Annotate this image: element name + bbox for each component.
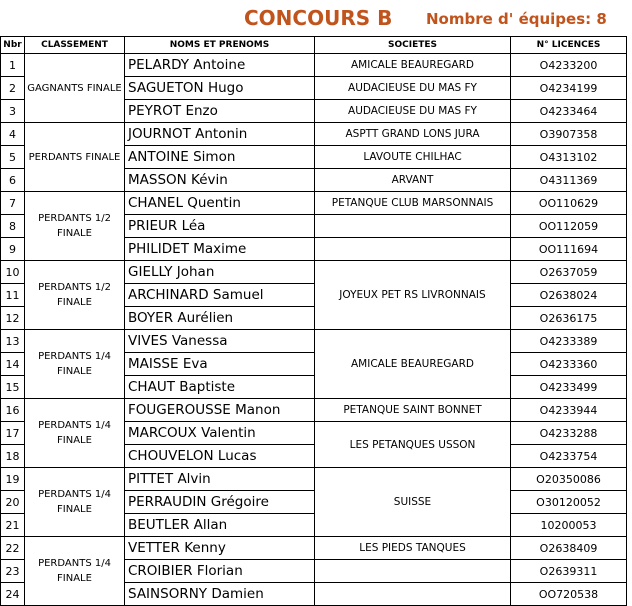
- licence-number: O4233464: [511, 100, 627, 123]
- row-number: 20: [1, 491, 25, 514]
- title-bar: [0, 0, 632, 36]
- licence-number: O4233360: [511, 353, 627, 376]
- table-row: [1, 123, 627, 146]
- row-number: 5: [1, 146, 25, 169]
- licence-number: O2637059: [511, 261, 627, 284]
- player-name: BEUTLER Allan: [125, 514, 315, 537]
- societe-cell: AMICALE BEAUREGARD: [315, 330, 511, 399]
- societe-cell: ASPTT GRAND LONS JURA: [315, 123, 511, 146]
- row-number: 1: [1, 54, 25, 77]
- column-header-nbr: Nbr: [1, 37, 25, 54]
- licence-number: O4233288: [511, 422, 627, 445]
- results-table: [0, 36, 627, 606]
- licence-number: O20350086: [511, 468, 627, 491]
- player-name: GIELLY Johan: [125, 261, 315, 284]
- societe-cell: [315, 215, 511, 238]
- licence-number: O3907358: [511, 123, 627, 146]
- page-title: CONCOURS B: [244, 6, 393, 30]
- column-header-noms: NOMS ET PRENOMS: [125, 37, 315, 54]
- societe-cell: LES PETANQUES USSON: [315, 422, 511, 468]
- column-header-societes: SOCIETES: [315, 37, 511, 54]
- societe-cell: JOYEUX PET RS LIVRONNAIS: [315, 261, 511, 330]
- player-name: CROIBIER Florian: [125, 560, 315, 583]
- player-name: MAISSE Eva: [125, 353, 315, 376]
- row-number: 6: [1, 169, 25, 192]
- row-number: 11: [1, 284, 25, 307]
- classement-cell: PERDANTS 1/4 FINALE: [25, 537, 125, 606]
- row-number: 12: [1, 307, 25, 330]
- licence-number: O4313102: [511, 146, 627, 169]
- row-number: 9: [1, 238, 25, 261]
- player-name: PHILIDET Maxime: [125, 238, 315, 261]
- table-row: [1, 192, 627, 215]
- licence-number: O2638024: [511, 284, 627, 307]
- row-number: 3: [1, 100, 25, 123]
- header-row: [1, 37, 627, 54]
- player-name: PELARDY Antoine: [125, 54, 315, 77]
- row-number: 17: [1, 422, 25, 445]
- licence-number: 10200053: [511, 514, 627, 537]
- table-body: [1, 54, 627, 606]
- licence-number: O4234199: [511, 77, 627, 100]
- player-name: VETTER Kenny: [125, 537, 315, 560]
- row-number: 7: [1, 192, 25, 215]
- row-number: 19: [1, 468, 25, 491]
- classement-cell: PERDANTS 1/4 FINALE: [25, 468, 125, 537]
- societe-cell: AUDACIEUSE DU MAS FY: [315, 100, 511, 123]
- row-number: 2: [1, 77, 25, 100]
- player-name: ANTOINE Simon: [125, 146, 315, 169]
- row-number: 4: [1, 123, 25, 146]
- row-number: 13: [1, 330, 25, 353]
- licence-number: O2639311: [511, 560, 627, 583]
- player-name: SAINSORNY Damien: [125, 583, 315, 606]
- player-name: ARCHINARD Samuel: [125, 284, 315, 307]
- player-name: PEYROT Enzo: [125, 100, 315, 123]
- row-number: 24: [1, 583, 25, 606]
- column-header-licences: N° LICENCES: [511, 37, 627, 54]
- row-number: 22: [1, 537, 25, 560]
- row-number: 18: [1, 445, 25, 468]
- licence-number: OO112059: [511, 215, 627, 238]
- licence-number: O4233389: [511, 330, 627, 353]
- licence-number: OO110629: [511, 192, 627, 215]
- licence-number: OO720538: [511, 583, 627, 606]
- row-number: 10: [1, 261, 25, 284]
- societe-cell: PETANQUE SAINT BONNET: [315, 399, 511, 422]
- licence-number: O2636175: [511, 307, 627, 330]
- table-row: [1, 537, 627, 560]
- column-header-classement: CLASSEMENT: [25, 37, 125, 54]
- team-count: Nombre d' équipes: 8: [426, 10, 607, 28]
- licence-number: O4233754: [511, 445, 627, 468]
- societe-cell: ARVANT: [315, 169, 511, 192]
- classement-cell: PERDANTS FINALE: [25, 123, 125, 192]
- societe-cell: [315, 560, 511, 583]
- societe-cell: AUDACIEUSE DU MAS FY: [315, 77, 511, 100]
- licence-number: O2638409: [511, 537, 627, 560]
- player-name: PITTET Alvin: [125, 468, 315, 491]
- player-name: BOYER Aurélien: [125, 307, 315, 330]
- row-number: 8: [1, 215, 25, 238]
- player-name: VIVES Vanessa: [125, 330, 315, 353]
- societe-cell: AMICALE BEAUREGARD: [315, 54, 511, 77]
- licence-number: O30120052: [511, 491, 627, 514]
- row-number: 23: [1, 560, 25, 583]
- player-name: PERRAUDIN Grégoire: [125, 491, 315, 514]
- player-name: FOUGEROUSSE Manon: [125, 399, 315, 422]
- licence-number: O4233499: [511, 376, 627, 399]
- classement-cell: PERDANTS 1/2 FINALE: [25, 192, 125, 261]
- licence-number: O4233944: [511, 399, 627, 422]
- classement-cell: PERDANTS 1/4 FINALE: [25, 330, 125, 399]
- societe-cell: LAVOUTE CHILHAC: [315, 146, 511, 169]
- player-name: MARCOUX Valentin: [125, 422, 315, 445]
- row-number: 16: [1, 399, 25, 422]
- player-name: PRIEUR Léa: [125, 215, 315, 238]
- table-row: [1, 330, 627, 353]
- table-row: [1, 54, 627, 77]
- classement-cell: PERDANTS 1/4 FINALE: [25, 399, 125, 468]
- player-name: CHOUVELON Lucas: [125, 445, 315, 468]
- player-name: SAGUETON Hugo: [125, 77, 315, 100]
- societe-cell: PETANQUE CLUB MARSONNAIS: [315, 192, 511, 215]
- societe-cell: LES PIEDS TANQUES: [315, 537, 511, 560]
- row-number: 21: [1, 514, 25, 537]
- player-name: CHANEL Quentin: [125, 192, 315, 215]
- societe-cell: [315, 238, 511, 261]
- player-name: CHAUT Baptiste: [125, 376, 315, 399]
- row-number: 15: [1, 376, 25, 399]
- licence-number: O4233200: [511, 54, 627, 77]
- player-name: MASSON Kévin: [125, 169, 315, 192]
- table-row: [1, 261, 627, 284]
- player-name: JOURNOT Antonin: [125, 123, 315, 146]
- classement-cell: PERDANTS 1/2 FINALE: [25, 261, 125, 330]
- row-number: 14: [1, 353, 25, 376]
- licence-number: OO111694: [511, 238, 627, 261]
- licence-number: O4311369: [511, 169, 627, 192]
- table-row: [1, 468, 627, 491]
- societe-cell: SUISSE: [315, 468, 511, 537]
- societe-cell: [315, 583, 511, 606]
- classement-cell: GAGNANTS FINALE: [25, 54, 125, 123]
- table-row: [1, 399, 627, 422]
